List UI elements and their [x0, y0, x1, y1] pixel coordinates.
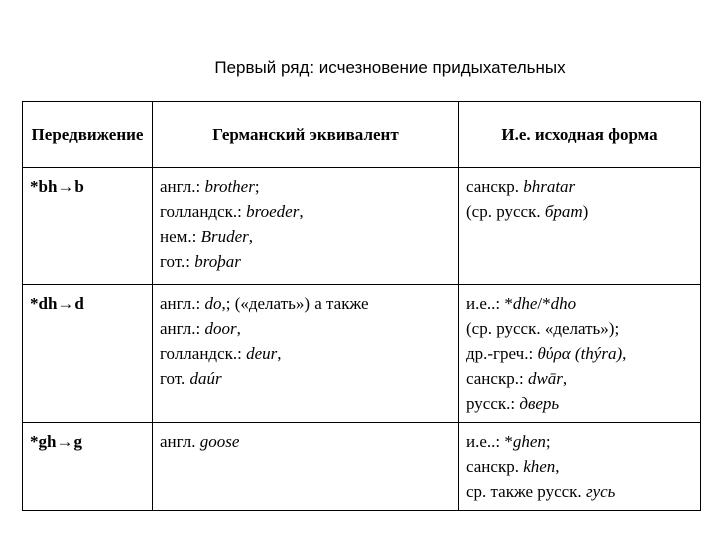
- cell-text: ): [582, 202, 589, 221]
- cell-text: санскр.: [466, 457, 524, 476]
- cell-text: и.е..: *: [466, 294, 513, 313]
- cell-text: (ср. русск.: [466, 202, 545, 221]
- cell-text: голландск.:: [160, 202, 247, 221]
- cell-line: [466, 174, 693, 199]
- table-row: [23, 285, 701, 423]
- example-word: do: [204, 294, 222, 313]
- cell-line: [466, 391, 693, 416]
- cell-line: [466, 366, 693, 391]
- example-word: deur: [246, 344, 278, 363]
- cell-text: санскр.:: [466, 369, 528, 388]
- cell-line: [466, 291, 693, 316]
- cell-text: ,: [236, 319, 241, 338]
- example-word: dhe: [512, 294, 538, 313]
- cell-text: ,; («делать») а также: [221, 294, 369, 313]
- cell-line: [160, 291, 451, 316]
- example-word: broþar: [194, 252, 241, 271]
- example-word: гусь: [585, 482, 616, 501]
- cell-line: [160, 174, 451, 199]
- example-word: θύρα (thýra): [537, 344, 623, 363]
- germanic-cell: [153, 423, 459, 511]
- example-word: дверь: [519, 394, 560, 413]
- sound-shift-table: [22, 101, 701, 511]
- example-word: bhratar: [523, 177, 576, 196]
- slide-title: Первый ряд: исчезновение придыхательных: [214, 58, 566, 77]
- example-word: dwār: [527, 369, 563, 388]
- cell-line: [160, 316, 451, 341]
- germanic-cell: [153, 168, 459, 285]
- cell-text: ,: [622, 344, 627, 363]
- shift-cell: *gh→g: [23, 423, 153, 511]
- cell-text: ;: [545, 432, 551, 451]
- example-word: khen: [523, 457, 556, 476]
- ie-form-cell: [459, 285, 701, 423]
- cell-text: ,: [562, 369, 568, 388]
- cell-line: [466, 429, 693, 454]
- example-word: door: [204, 319, 237, 338]
- germanic-cell: [153, 285, 459, 423]
- header-germanic: Германский эквивалент: [153, 102, 459, 168]
- cell-line: [160, 366, 451, 391]
- cell-text: англ.:: [160, 319, 205, 338]
- shift-cell: *dh→d: [23, 285, 153, 423]
- example-word: dho: [550, 294, 577, 313]
- example-word: ghen: [512, 432, 546, 451]
- cell-text: ,: [299, 202, 304, 221]
- cell-text: и.е..: *: [466, 432, 513, 451]
- cell-text: ,: [277, 344, 282, 363]
- table-row: [23, 423, 701, 511]
- cell-line: [160, 199, 451, 224]
- cell-text: др.-греч.:: [466, 344, 538, 363]
- cell-line: [466, 479, 693, 504]
- cell-text: русск.:: [466, 394, 520, 413]
- cell-text: голландск.:: [160, 344, 247, 363]
- ie-form-cell: [459, 168, 701, 285]
- cell-text: англ.:: [160, 177, 205, 196]
- cell-line: [466, 316, 693, 341]
- cell-line: [160, 429, 451, 454]
- cell-text: гот.: [160, 369, 190, 388]
- ie-form-cell: [459, 423, 701, 511]
- cell-line: [466, 454, 693, 479]
- header-row: [23, 102, 701, 168]
- cell-line: [466, 341, 693, 366]
- cell-text: санскр.: [466, 177, 524, 196]
- cell-text: ;: [254, 177, 260, 196]
- cell-text: (ср. русск. «делать»);: [466, 319, 620, 338]
- header-shift: Передвижение: [23, 102, 153, 168]
- cell-text: ср. также русск.: [466, 482, 586, 501]
- cell-text: /*: [537, 294, 551, 313]
- cell-line: [160, 341, 451, 366]
- cell-line: [160, 224, 451, 249]
- cell-text: ,: [248, 227, 254, 246]
- cell-text: ,: [555, 457, 560, 476]
- example-word: брат: [544, 202, 583, 221]
- table-row: [23, 168, 701, 285]
- example-word: goose: [199, 432, 240, 451]
- header-ie: И.е. исходная форма: [459, 102, 701, 168]
- cell-line: [466, 199, 693, 224]
- example-word: daúr: [189, 369, 222, 388]
- example-word: brother: [204, 177, 255, 196]
- shift-cell: *bh→b: [23, 168, 153, 285]
- cell-text: англ.:: [160, 294, 205, 313]
- cell-text: нем.:: [160, 227, 201, 246]
- cell-text: англ.: [160, 432, 200, 451]
- cell-line: [160, 249, 451, 274]
- example-word: broeder: [246, 202, 300, 221]
- example-word: Bruder: [200, 227, 249, 246]
- cell-text: гот.:: [160, 252, 195, 271]
